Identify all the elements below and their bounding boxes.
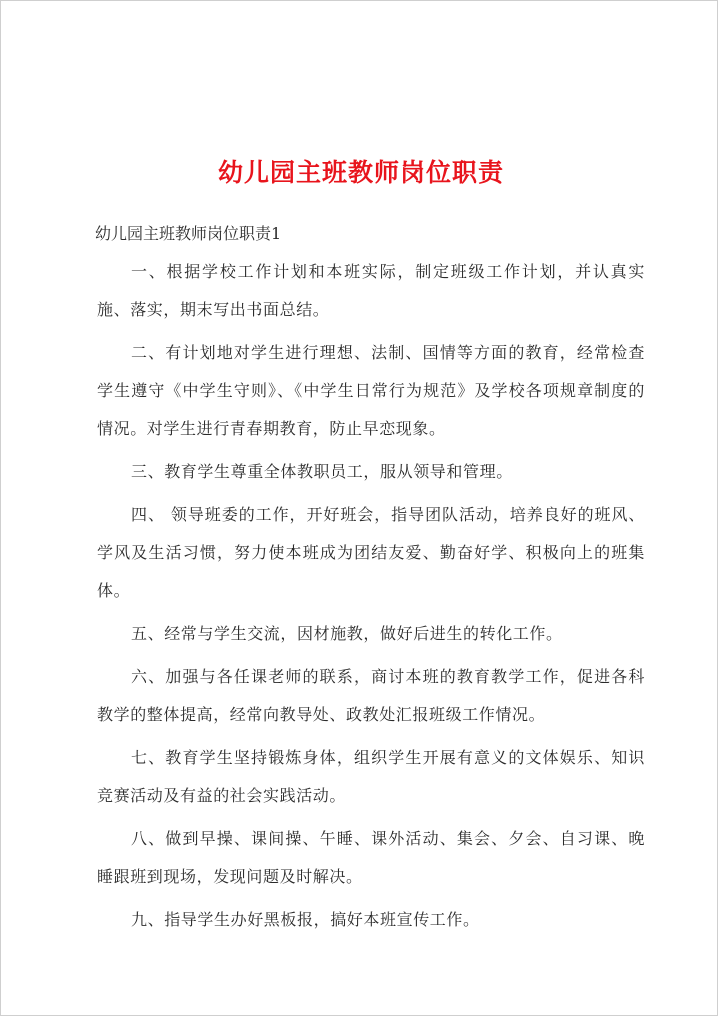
paragraph-7: 七、教育学生坚持锻炼身体，组织学生开展有意义的文体娱乐、知识竞赛活动及有益的社会实践活动。 xyxy=(97,748,645,805)
paragraph-5: 五、经常与学生交流，因材施教，做好后进生的转化工作。 xyxy=(131,624,563,643)
paragraph-2: 二、有计划地对学生进行理想、法制、国情等方面的教育，经常检查学生遵守《中学生守则》、《中学生日常行为规范》及学校各项规章制度的情况。对学生进行青春期教育，防止早恋现象。 xyxy=(97,343,645,438)
paragraph-1: 一、根据学校工作计划和本班实际，制定班级工作计划，并认真实施、落实，期末写出书面总结。 xyxy=(97,262,645,319)
paragraph-9: 九、指导学生办好黑板报，搞好本班宣传工作。 xyxy=(131,910,480,929)
paragraph-8: 八、做到早操、课间操、午睡、课外活动、集会、夕会、自习课、晚睡跟班到现场，发现问题及时解决。 xyxy=(97,829,645,886)
document-title: 幼儿园主班教师岗位职责 xyxy=(217,158,504,187)
section-heading: 幼儿园主班教师岗位职责1 xyxy=(95,224,282,243)
document-body xyxy=(97,253,645,944)
paragraph-3: 三、教育学生尊重全体教职员工，服从领导和管理。 xyxy=(131,462,513,481)
paragraph-6: 六、加强与各任课老师的联系，商讨本班的教育教学工作，促进各科教学的整体提高，经常向教导处、政教处汇报班级工作情况。 xyxy=(97,667,645,724)
paragraph-4: 四、 领导班委的工作，开好班会，指导团队活动，培养良好的班风、学风及生活习惯，努力使本班成为团结友爱、勤奋好学、积极向上的班集体。 xyxy=(97,505,645,600)
